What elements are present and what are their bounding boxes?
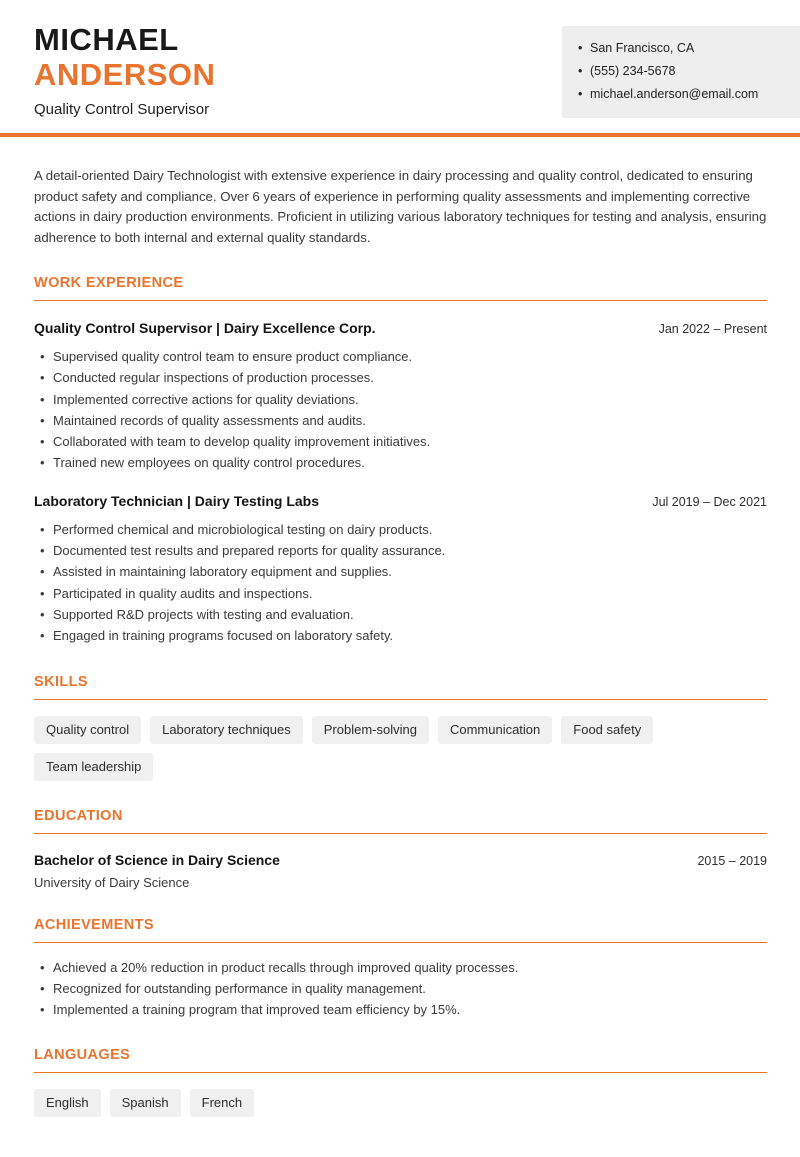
skill-tag: Laboratory techniques (150, 716, 303, 744)
job-header (34, 320, 767, 336)
achievements-title: ACHIEVEMENTS (34, 917, 767, 943)
contact-phone: • (555) 234-5678 (578, 60, 784, 83)
job-dates: Jul 2019 – Dec 2021 (652, 494, 767, 509)
bullet-item: • Documented test results and prepared reports for quality assurance. (34, 540, 767, 561)
achievements-bullet-list (34, 957, 767, 1021)
summary-text: A detail-oriented Dairy Technologist with extensive experience in dairy processing and quality control, dedicated to ensuring product safety and compliance. Over 6 years of experience in performing quality assessments and implementing corrective actions in dairy production environments. Proficient in utilizing various laboratory techniques for testing and analysis, ensuring adherence to both internal and external quality standards. (34, 168, 767, 245)
language-tag: English (34, 1089, 101, 1117)
education-school: University of Dairy Science (34, 874, 190, 890)
bullet-item: • Implemented a training program that improved team efficiency by 15%. (34, 999, 767, 1020)
candidate-first-name: MICHAEL (34, 22, 179, 57)
section-education (34, 808, 767, 890)
skills-tag-row (34, 716, 767, 781)
resume-header (0, 0, 800, 133)
section-skills (34, 674, 767, 781)
candidate-last-name: ANDERSON (34, 56, 216, 92)
bullet-item: • Assisted in maintaining laboratory equipment and supplies. (34, 561, 767, 582)
skill-tag: Problem-solving (312, 716, 429, 744)
education-header (34, 852, 767, 868)
job-header (34, 493, 767, 509)
job-bullet-list (34, 519, 767, 647)
section-work-experience (34, 275, 767, 647)
education-degree: Bachelor of Science in Dairy Science (34, 851, 280, 868)
contact-location: • San Francisco, CA (578, 37, 784, 60)
skill-tag: Communication (438, 716, 552, 744)
candidate-name (34, 0, 215, 92)
bullet-item: • Supported R&D projects with testing and evaluation. (34, 604, 767, 625)
bullet-item: • Recognized for outstanding performance in quality management. (34, 978, 767, 999)
bullet-item: • Trained new employees on quality control procedures. (34, 452, 767, 473)
skill-tag: Food safety (561, 716, 653, 744)
bullet-item: • Participated in quality audits and inspections. (34, 583, 767, 604)
language-tag: Spanish (110, 1089, 181, 1117)
job-title-company: Quality Control Supervisor | Dairy Excellence Corp. (34, 320, 376, 336)
job-entry (34, 493, 767, 647)
languages-tag-row (34, 1089, 767, 1117)
accent-divider (0, 133, 800, 137)
bullet-item: • Collaborated with team to develop quality improvement initiatives. (34, 431, 767, 452)
skills-title: SKILLS (34, 674, 767, 700)
education-entry (34, 852, 767, 890)
bullet-item: • Supervised quality control team to ensure product compliance. (34, 346, 767, 367)
job-dates: Jan 2022 – Present (658, 322, 767, 336)
education-title: EDUCATION (34, 808, 767, 834)
skill-tag: Quality control (34, 716, 141, 744)
contact-box (562, 26, 800, 118)
candidate-job-title: Quality Control Supervisor (34, 101, 210, 119)
section-languages (34, 1047, 767, 1117)
job-bullet-list (34, 346, 767, 474)
language-tag: French (190, 1089, 254, 1117)
section-achievements (34, 917, 767, 1021)
contact-email: • michael.anderson@email.com (578, 83, 784, 106)
education-dates: 2015 – 2019 (697, 853, 767, 868)
bullet-item: • Conducted regular inspections of production processes. (34, 367, 767, 388)
bullet-item: • Achieved a 20% reduction in product recalls through improved quality processes. (34, 957, 767, 978)
bullet-item: • Implemented corrective actions for quality deviations. (34, 389, 767, 410)
bullet-item: • Maintained records of quality assessments and audits. (34, 410, 767, 431)
languages-title: LANGUAGES (34, 1047, 767, 1073)
job-title-company: Laboratory Technician | Dairy Testing Labs (34, 492, 320, 509)
bullet-item: • Engaged in training programs focused on laboratory safety. (34, 625, 767, 646)
header-identity (34, 0, 215, 118)
bullet-item: • Performed chemical and microbiological testing on dairy products. (34, 519, 767, 540)
job-entry (34, 320, 767, 474)
contact-list (578, 37, 784, 106)
work-experience-title: WORK EXPERIENCE (34, 275, 767, 301)
resume-body (0, 166, 800, 1157)
skill-tag: Team leadership (34, 753, 153, 781)
